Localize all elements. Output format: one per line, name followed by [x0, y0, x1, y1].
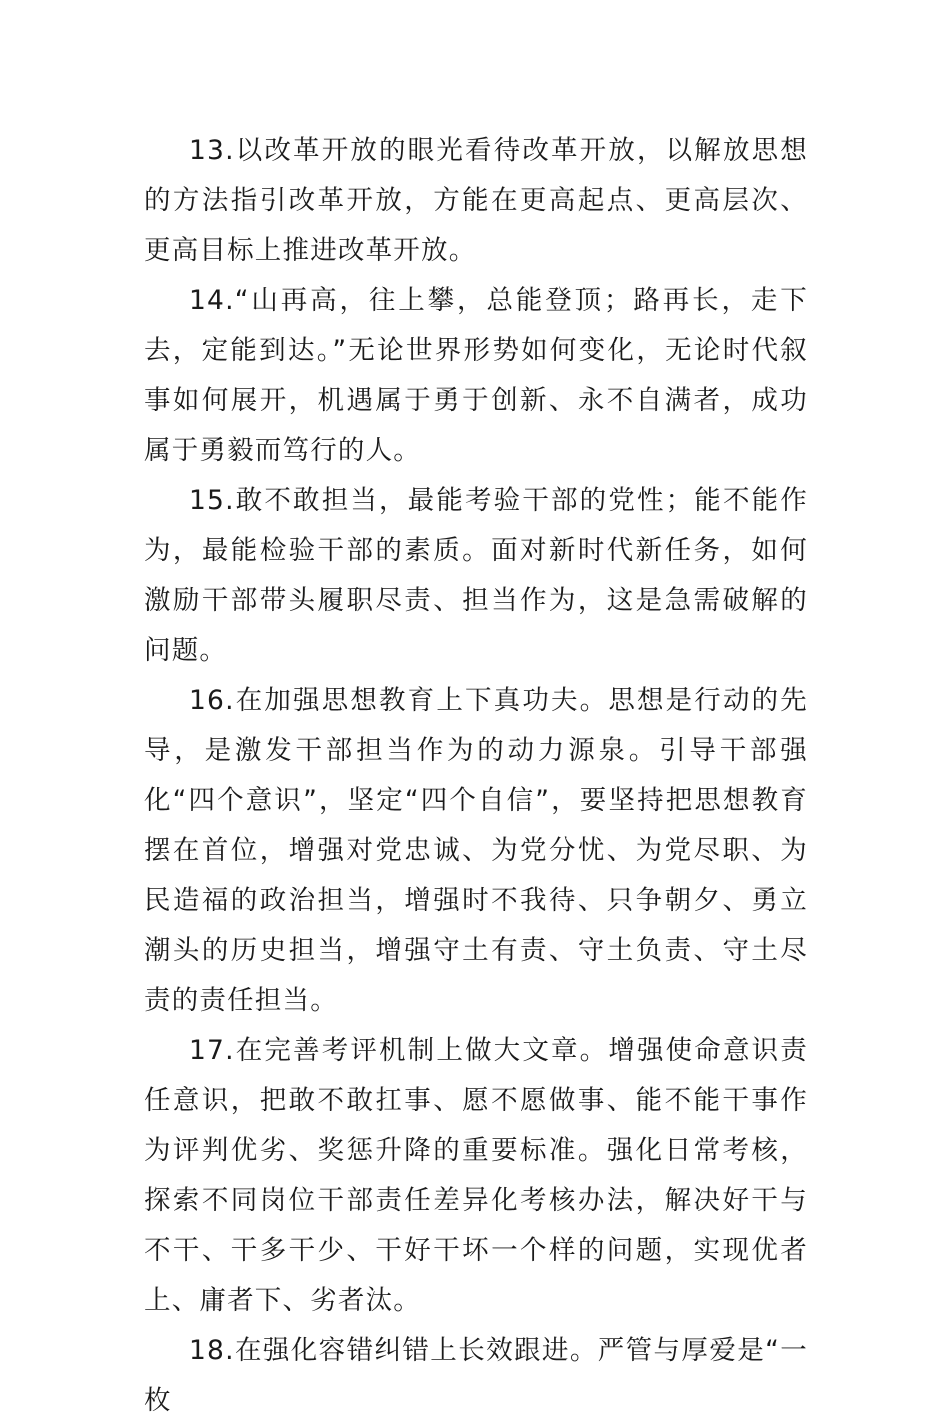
- paragraph-13: 13.以改革开放的眼光看待改革开放，以解放思想的方法指引改革开放，方能在更高起点、更高层次、更高目标上推进改革开放。: [144, 135, 808, 266]
- paragraph-17: 17.在完善考评机制上做大文章。增强使命意识责任意识，把敢不敢扛事、愿不愿做事、能不能干事作为评判优劣、奖惩升降的重要标准。强化日常考核，探索不同岗位干部责任差异化考核办法，解决好干与不干、干多干少、干好干坏一个样的问题，实现优者上、庸者下、劣者汰。: [144, 1035, 808, 1316]
- paragraph-16: 16.在加强思想教育上下真功夫。思想是行动的先导，是激发干部担当作为的动力源泉。引导干部强化“四个意识”，坚定“四个自信”，要坚持把思想教育摆在首位，增强对党忠诚、为党分忧、为党尽职、为民造福的政治担当，增强时不我待、只争朝夕、勇立潮头的历史担当，增强守土有责、守土负责、守土尽责的责任担当。: [144, 685, 808, 1016]
- paragraph-14: 14.“山再高，往上攀，总能登顶；路再长，走下去，定能到达。”无论世界形势如何变化，无论时代叙事如何展开，机遇属于勇于创新、永不自满者，成功属于勇毅而笃行的人。: [144, 285, 808, 466]
- document-body: [144, 126, 808, 1426]
- paragraph-18: 18.在强化容错纠错上长效跟进。严管与厚爱是“一枚: [144, 1335, 808, 1416]
- paragraph-15: 15.敢不敢担当，最能考验干部的党性；能不能作为，最能检验干部的素质。面对新时代新任务，如何激励干部带头履职尽责、担当作为，这是急需破解的问题。: [144, 485, 808, 666]
